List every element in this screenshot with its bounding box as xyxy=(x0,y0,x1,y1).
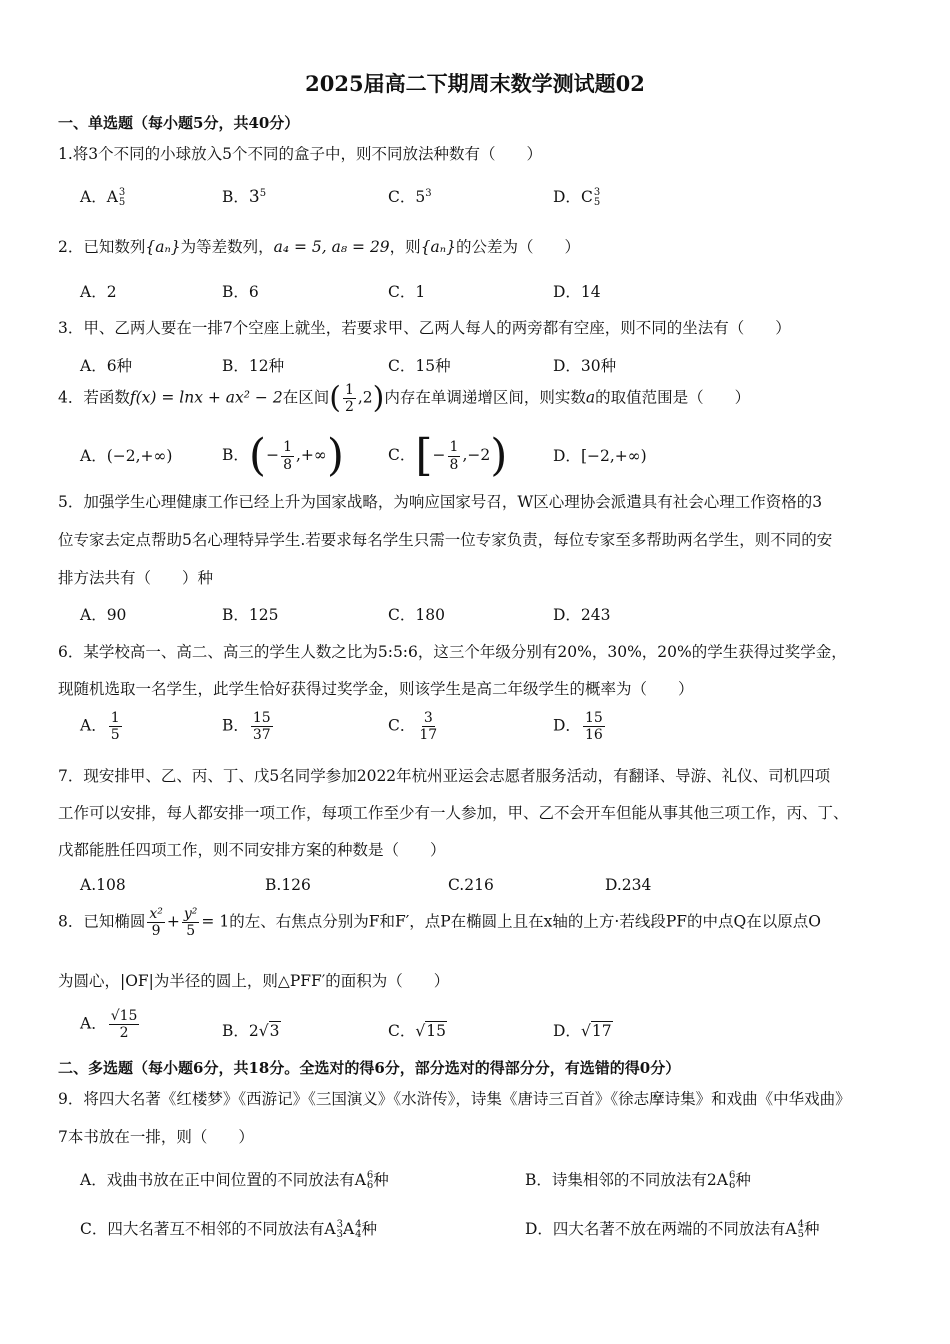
q6-option-d: D． $\frac{15}{16}$ xyxy=(553,710,603,744)
question-5-line-1: 5．加强学生心理健康工作已经上升为国家战略，为响应国家号召，W区心理协会派遣具有社会心理工作资格的3 xyxy=(58,493,823,511)
q2-option-b: B．6 xyxy=(222,283,259,301)
q7-option-d: D.234 xyxy=(605,876,652,894)
q3-option-a: A．6种 xyxy=(80,357,133,375)
question-6-line-1: 6．某学校高一、高二、高三的学生人数之比为5:5:6，这三个年级分别有20%，30%，20%的学生获得过奖学金， xyxy=(58,643,847,661)
q8-option-d: D．√17 xyxy=(553,1022,612,1040)
question-9-line-1: 9．将四大名著《红楼梦》《西游记》《三国演义》《水浒传》，诗集《唐诗三百首》《徐志摩诗集》和戏曲《中华戏曲》 xyxy=(58,1090,851,1108)
q5-option-a: A．90 xyxy=(80,606,127,624)
q9-option-c: C．四大名著互不相邻的不同放法有A 3 3 A 4 4 种 xyxy=(80,1219,378,1240)
q5-option-c: C．180 xyxy=(388,606,445,624)
q4-option-b: B．(− $\frac{1}{8}$ ,+∞) xyxy=(222,430,344,481)
q7-option-c: C.216 xyxy=(448,876,494,894)
question-2: 2．已知数列{aₙ}为等差数列，a₄ = 5, a₈ = 29，则{aₙ}的公差为（ ） xyxy=(58,238,580,256)
q4-option-c: C．[− $\frac{1}{8}$ ,−2) xyxy=(388,430,508,481)
q7-option-a: A.108 xyxy=(80,876,126,894)
q4-option-d: D．[−2,+∞) xyxy=(553,447,647,465)
question-9-line-2: 7本书放在一排，则（ ） xyxy=(58,1128,254,1146)
question-7-line-3: 戊都能胜任四项工作，则不同安排方案的种数是（ ） xyxy=(58,841,446,859)
q1-option-a: A．A 3 5 xyxy=(80,187,126,208)
section-heading-multi: 二、多选题（每小题6分，共18分。全选对的得6分，部分选对的得部分分，有选错的得0分） xyxy=(58,1059,681,1077)
q4-option-a: A．(−2,+∞) xyxy=(80,447,173,465)
q1-option-b: B．$3^5$ xyxy=(222,187,267,207)
question-8-line-2: 为圆心，|OF|为半径的圆上，则△PFF′的面积为（ ） xyxy=(58,972,450,990)
page-title: 2025届高二下期周末数学测试题02 xyxy=(305,71,645,96)
question-1: 1.将3个不同的小球放入5个不同的盒子中，则不同放法种数有（ ） xyxy=(58,145,543,163)
question-6-line-2: 现随机选取一名学生，此学生恰好获得过奖学金，则该学生是高二年级学生的概率为（ ） xyxy=(58,680,694,698)
q5-option-b: B．125 xyxy=(222,606,279,624)
q8-option-b: B．2√3 xyxy=(222,1022,280,1040)
question-3: 3．甲、乙两人要在一排7个空座上就坐，若要求甲、乙两人每人的两旁都有空座，则不同的坐法有（ ） xyxy=(58,319,791,337)
q2-option-a: A．2 xyxy=(80,283,117,301)
q8-option-c: C．√15 xyxy=(388,1022,446,1040)
question-7-line-1: 7．现安排甲、乙、丙、丁、戊5名同学参加2022年杭州亚运会志愿者服务活动，有翻译、导游、礼仪、司机四项 xyxy=(58,767,831,785)
q6-option-c: C． $\frac{3}{17}$ xyxy=(388,710,438,744)
q2-option-c: C．1 xyxy=(388,283,426,301)
q9-option-b: B．诗集相邻的不同放法有2A 6 6 种 xyxy=(525,1170,751,1191)
q1-option-c: C．$5^3$ xyxy=(388,187,432,206)
q3-option-c: C．15种 xyxy=(388,357,451,375)
section-heading-single: 一、单选题（每小题5分，共40分） xyxy=(58,114,300,132)
question-4: 4．若函数f(x) = lnx + ax² − 2在区间( $\frac{1}{2}$ ,2)内存在单调递增区间，则实数a的取值范围是（ ） xyxy=(58,380,751,416)
q5-option-d: D．243 xyxy=(553,606,611,624)
question-8-line-1: 8．已知椭圆 $\frac{\text{x²}}{9}$ + $\frac{\text{y²}}{5}$ = 1的左、右焦点分别为F和F′，点P在椭圆上且在x轴的上方·若线段PF的中点Q在以原点O xyxy=(58,906,821,940)
q9-option-a: A．戏曲书放在正中间位置的不同放法有A 6 6 种 xyxy=(80,1170,389,1191)
question-5-line-2: 位专家去定点帮助5名心理特异学生.若要求每名学生只需一位专家负责，每位专家至多帮助两名学生，则不同的安 xyxy=(58,531,833,549)
q3-option-b: B．12种 xyxy=(222,357,285,375)
q8-option-a: A． $\frac{√15}{2}$ xyxy=(80,1008,138,1042)
question-5-line-3: 排方法共有（ ）种 xyxy=(58,569,214,587)
q3-option-d: D．30种 xyxy=(553,357,617,375)
q6-option-a: A． $\frac{1}{5}$ xyxy=(80,710,120,744)
q1-option-d: D．C 3 5 xyxy=(553,187,601,208)
question-7-line-2: 工作可以安排，每人都安排一项工作，每项工作至少有一人参加，甲、乙不会开车但能从事其他三项工作，丙、丁、 xyxy=(58,804,849,822)
q7-option-b: B.126 xyxy=(265,876,311,894)
q2-option-d: D．14 xyxy=(553,283,601,301)
q9-option-d: D．四大名著不放在两端的不同放法有A 4 5 种 xyxy=(525,1219,820,1240)
q6-option-b: B． $\frac{15}{37}$ xyxy=(222,710,271,744)
